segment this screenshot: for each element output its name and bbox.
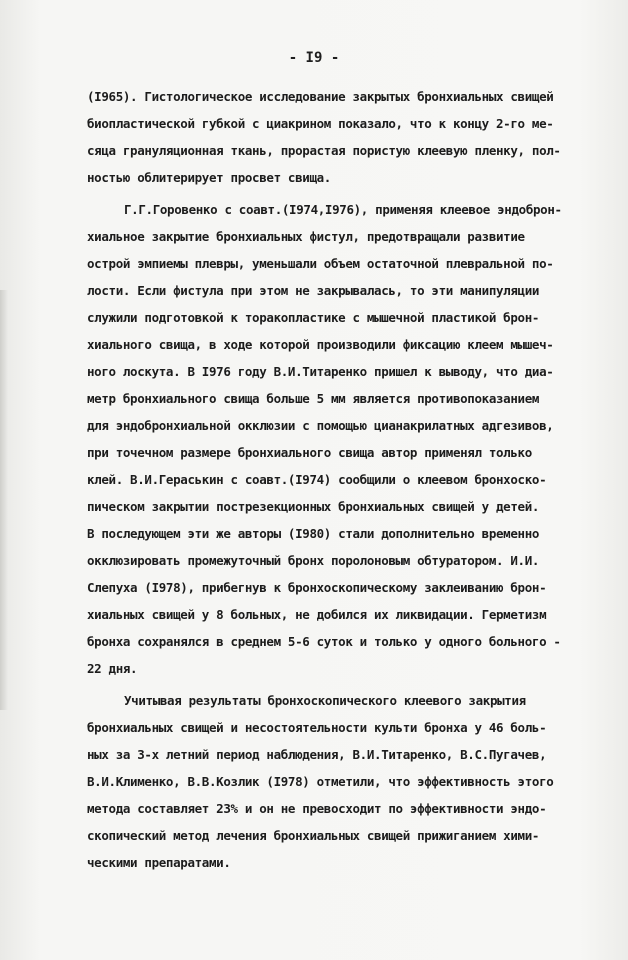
text-line: метр бронхиального свища больше 5 мм является противопоказанием (87, 391, 540, 406)
text-line: Г.Г.Горовенко с соавт.(I974,I976), применяя клеевое эндоброн- (124, 202, 562, 217)
text-line: Учитывая результаты бронхоскопического клеевого закрытия (124, 693, 526, 708)
text-line: бронхиальных свищей и несостоятельности культи бронха у 46 боль- (87, 720, 547, 735)
text-line: окклюзировать промежуточный бронх поролоновым обтуратором. И.И. (87, 553, 540, 568)
text-line: (I965). Гистологическое исследование закрытых бронхиальных свищей (87, 89, 554, 104)
text-line: хиальных свищей у 8 больных, не добился их ликвидации. Герметизм (87, 607, 547, 622)
text-line: служили подготовкой к торакопластике с мышечной пластикой брон- (87, 310, 540, 325)
page-number: - I9 - (288, 50, 340, 66)
text-line: при точечном размере бронхиального свища автор применял только (87, 445, 532, 460)
text-line: бронха сохранялся в среднем 5-6 суток и только у одного больного - (87, 634, 561, 649)
text-line: сяца грануляционная ткань, прорастая пористую клеевую пленку, пол- (87, 143, 561, 158)
text-line: биопластической губкой с циакрином показало, что к концу 2-го ме- (87, 116, 554, 131)
text-line: метода составляет 23% и он не превосходит по эффективности эндо- (87, 801, 547, 816)
text-line: клей. В.И.Гераськин с соавт.(I974) сообщили о клеевом бронхоско- (87, 472, 547, 487)
text-line: В последующем эти же авторы (I980) стали дополнительно временно (87, 526, 540, 541)
text-line: ческими препаратами. (87, 855, 231, 870)
text-line: ного лоскута. В I976 году В.И.Титаренко пришел к выводу, что диа- (87, 364, 554, 379)
text-line: скопический метод лечения бронхиальных свищей прижиганием хими- (87, 828, 540, 843)
text-line: Слепуха (I978), прибегнув к бронхоскопическому заклеиванию брон- (87, 580, 547, 595)
text-line: 22 дня. (87, 661, 138, 676)
text-line: острой эмпиемы плевры, уменьшали объем остаточной плевральной по- (87, 256, 554, 271)
text-line: хиальное закрытие бронхиальных фистул, предотвращали развитие (87, 229, 525, 244)
text-line: В.И.Клименко, В.В.Козлик (I978) отметили, что эффективность этого (87, 774, 554, 789)
text-line: для эндобронхиальной окклюзии с помощью цианакрилатных адгезивов, (87, 418, 554, 433)
text-line: ных за 3-х летний период наблюдения, В.И.Титаренко, В.С.Пугачев, (87, 747, 547, 762)
text-line: хиального свища, в ходе которой производили фиксацию клеем мышеч- (87, 337, 554, 352)
text-line: ностью облитерирует просвет свища. (87, 170, 331, 185)
text-line: лости. Если фистула при этом не закрывалась, то эти манипуляции (87, 283, 540, 298)
scan-edge-shadow (0, 290, 8, 710)
text-line: пическом закрытии пострезекционных бронхиальных свищей у детей. (87, 499, 540, 514)
